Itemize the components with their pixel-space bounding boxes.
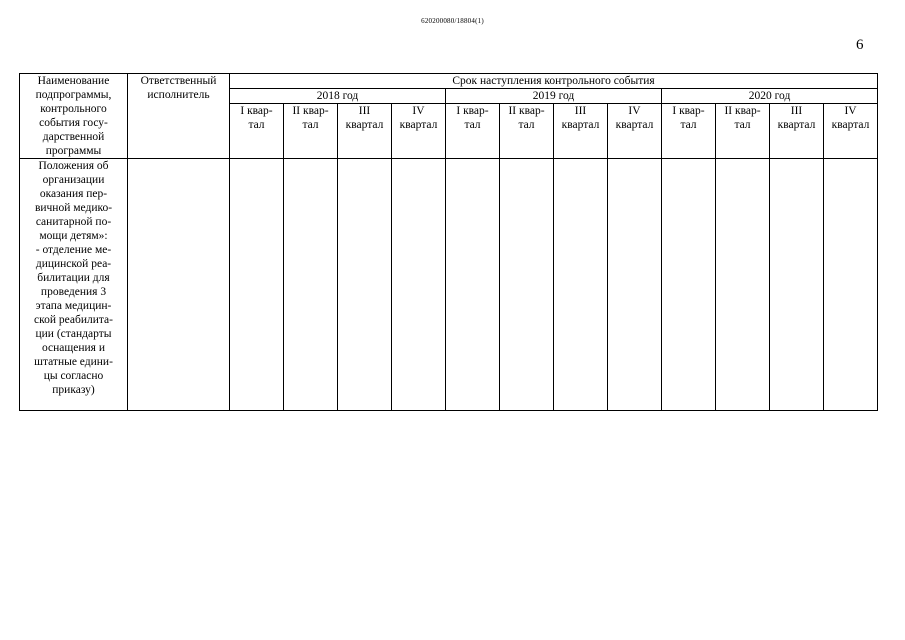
executor-cell <box>128 159 230 411</box>
control-events-table <box>19 73 878 411</box>
quarter-cell <box>284 159 338 411</box>
column-header-period: Срок наступления контрольного события <box>230 74 878 89</box>
quarter-header: IV квартал <box>392 104 446 159</box>
quarter-cell <box>608 159 662 411</box>
year-header-2020: 2020 год <box>662 89 878 104</box>
quarter-cell <box>824 159 878 411</box>
quarter-header: I квар- тал <box>662 104 716 159</box>
column-header-executor: Ответственный исполнитель <box>128 74 230 159</box>
table-row <box>20 159 878 411</box>
quarter-header: I квар- тал <box>446 104 500 159</box>
quarter-header: IV квартал <box>824 104 878 159</box>
column-header-name: Наименование подпрограммы, контрольного события госу- дарственной программы <box>20 74 128 159</box>
quarter-header: III квартал <box>338 104 392 159</box>
quarter-cell <box>338 159 392 411</box>
quarter-header: II квар- тал <box>500 104 554 159</box>
page-number: 6 <box>856 37 864 53</box>
quarter-header: I квар- тал <box>230 104 284 159</box>
event-name-cell: Положения об организации оказания пер- вичной медико- санитарной по- мощи детям»: - отделение ме- дицинской реа- билитации для проведения 3 этапа медицин- ской реабилита- ции (стандарты оснащения и штатные едини- цы согласно приказу) <box>20 159 128 411</box>
quarter-cell <box>230 159 284 411</box>
quarter-cell <box>500 159 554 411</box>
document-id: 620200080/18804(1) <box>421 17 484 25</box>
quarter-header: IV квартал <box>608 104 662 159</box>
quarter-cell <box>770 159 824 411</box>
quarter-header: III квартал <box>554 104 608 159</box>
quarter-cell <box>662 159 716 411</box>
quarter-header: III квартал <box>770 104 824 159</box>
quarter-header: II квар- тал <box>716 104 770 159</box>
quarter-cell <box>554 159 608 411</box>
quarter-cell <box>716 159 770 411</box>
quarter-cell <box>446 159 500 411</box>
quarter-cell <box>392 159 446 411</box>
quarter-header: II квар- тал <box>284 104 338 159</box>
year-header-2018: 2018 год <box>230 89 446 104</box>
year-header-2019: 2019 год <box>446 89 662 104</box>
